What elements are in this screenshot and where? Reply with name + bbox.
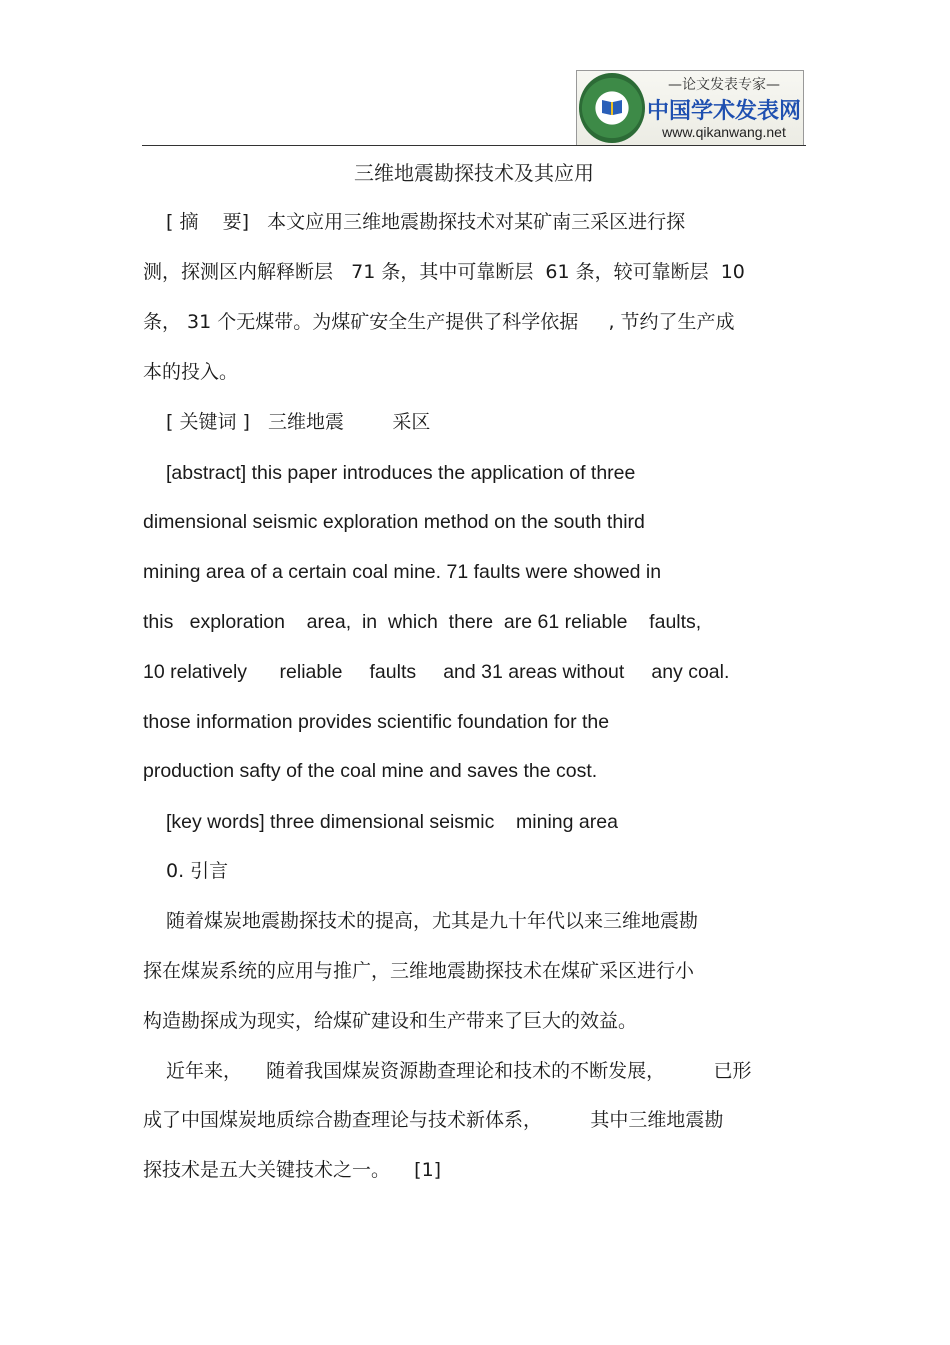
keywords-en: [key words] three dimensional seismic mining area — [166, 811, 618, 833]
intro-para1-line-1: 随着煤炭地震勘探技术的提高，尤其是九十年代以来三维地震勘 — [166, 910, 699, 932]
abstract-en-line-4: this exploration area, in which there are 61 reliable faults, — [143, 611, 702, 633]
seal-emblem-icon — [579, 73, 645, 143]
open-book-icon — [600, 97, 624, 117]
abstract-en-line-6: those information provides scientific foundation for the — [143, 711, 610, 733]
site-logo[interactable] — [576, 70, 804, 146]
abstract-zh-line-2: 测，探测区内解释断层 71 条，其中可靠断层 61 条，较可靠断层 10 — [143, 261, 745, 283]
intro-para1-line-2: 探在煤炭系统的应用与推广，三维地震勘探技术在煤矿采区进行小 — [143, 960, 695, 982]
intro-para2-line-3: 探技术是五大关键技术之一。 [1] — [143, 1159, 442, 1181]
logo-url: www.qikanwang.net — [662, 124, 786, 140]
section-heading-intro: 0. 引言 — [166, 860, 229, 882]
abstract-zh-line-1: [ 摘 要] 本文应用三维地震勘探技术对某矿南三采区进行探 — [166, 211, 686, 233]
abstract-en-line-5: 10 relatively reliable faults and 31 areas without any coal. — [143, 661, 730, 683]
logo-name: 中国学术发表网 — [646, 99, 801, 124]
intro-para2-line-1: 近年来， 随着我国煤炭资源勘查理论和技术的不断发展， 已形 — [166, 1060, 752, 1082]
abstract-zh-line-3: 条， 31 个无煤带。为煤矿安全生产提供了科学依据 , 节约了生产成 — [143, 311, 735, 333]
logo-tagline: —论文发表专家— — [668, 77, 780, 93]
abstract-en-line-1: [abstract] this paper introduces the application of three — [166, 462, 636, 484]
document-title: 三维地震勘探技术及其应用 — [354, 161, 594, 185]
abstract-en-line-2: dimensional seismic exploration method on the south third — [143, 511, 645, 533]
abstract-zh-line-4: 本的投入。 — [143, 361, 239, 383]
header-divider — [142, 145, 806, 146]
abstract-en-line-7: production safty of the coal mine and saves the cost. — [143, 760, 598, 782]
keywords-zh: [ 关键词 ] 三维地震 采区 — [166, 411, 431, 433]
intro-para2-line-2: 成了中国煤炭地质综合勘查理论与技术新体系， 其中三维地震勘 — [143, 1109, 724, 1131]
abstract-en-line-3: mining area of a certain coal mine. 71 faults were showed in — [143, 561, 662, 583]
intro-para1-line-3: 构造勘探成为现实，给煤矿建设和生产带来了巨大的效益。 — [143, 1010, 638, 1032]
